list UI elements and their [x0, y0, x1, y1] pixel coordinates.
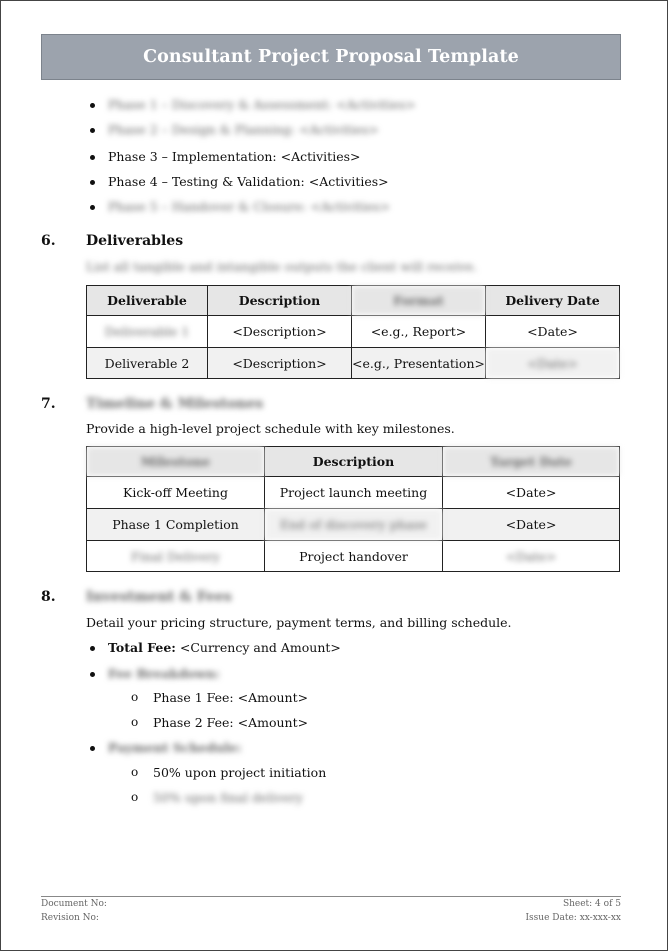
title-bar — [41, 34, 621, 80]
total-fee-value: <Currency and Amount> — [175, 640, 341, 655]
phase-item-1: Phase 1 – Discovery & Assessment: <Activities> — [108, 97, 416, 112]
table-cell: <Date> — [443, 509, 620, 541]
hollow-bullet-icon: o — [131, 765, 139, 779]
total-fee-line — [108, 640, 341, 656]
bullet-icon — [90, 180, 95, 185]
fee-breakdown-label: Fee Breakdown: — [108, 666, 220, 681]
table-header: Target Date — [443, 447, 620, 477]
section-8-number: 8. — [41, 589, 56, 605]
table-cell: <Date> — [443, 541, 620, 572]
phase-item-5: Phase 5 – Handover & Closure: <Activities> — [108, 199, 391, 214]
table-row — [87, 509, 620, 541]
table-cell: End of discovery phase — [265, 509, 443, 541]
section-6-title: Deliverables — [86, 233, 184, 249]
table-header: Delivery Date — [486, 286, 620, 316]
table-header: Format — [352, 286, 486, 316]
bullet-icon — [90, 672, 95, 677]
table-cell: Kick-off Meeting — [87, 477, 265, 509]
hollow-bullet-icon: o — [131, 690, 139, 704]
footer-divider — [41, 896, 621, 897]
table-cell: Deliverable 2 — [87, 348, 208, 379]
table-header: Description — [265, 447, 443, 477]
fee-item-2: Phase 2 Fee: <Amount> — [153, 715, 309, 730]
table-row — [87, 316, 620, 348]
table-cell: <Description> — [208, 316, 352, 348]
table-cell: <Date> — [443, 477, 620, 509]
table-header: Deliverable — [87, 286, 208, 316]
payment-item-1: 50% upon project initiation — [153, 765, 327, 780]
footer-issue-date: Issue Date: xx-xxx-xx — [525, 913, 621, 923]
section-6-intro: List all tangible and intangible outputs the client will receive. — [86, 259, 478, 274]
total-fee-label: Total Fee: — [108, 640, 176, 655]
table-cell: Final Delivery — [87, 541, 265, 572]
section-8-intro: Detail your pricing structure, payment terms, and billing schedule. — [86, 615, 512, 630]
bullet-icon — [90, 746, 95, 751]
table-row — [87, 541, 620, 572]
phase-item-2: Phase 2 – Design & Planning: <Activities> — [108, 122, 379, 137]
document-title: Consultant Project Proposal Template — [143, 47, 519, 67]
payment-schedule-label: Payment Schedule: — [108, 740, 242, 755]
fee-item-1: Phase 1 Fee: <Amount> — [153, 690, 309, 705]
table-header-row — [87, 447, 620, 477]
payment-item-2: 50% upon final delivery — [153, 790, 304, 805]
section-7-number: 7. — [41, 396, 56, 412]
table-cell: <Description> — [208, 348, 352, 379]
table-cell: <e.g., Presentation> — [352, 348, 486, 379]
table-header: Description — [208, 286, 352, 316]
bullet-icon — [90, 103, 95, 108]
table-header-row — [87, 286, 620, 316]
section-6-number: 6. — [41, 233, 56, 249]
section-7-title: Timeline & Milestones — [86, 396, 264, 412]
section-7-intro: Provide a high-level project schedule with key milestones. — [86, 421, 455, 436]
hollow-bullet-icon: o — [131, 790, 139, 804]
hollow-bullet-icon: o — [131, 715, 139, 729]
table-cell: Deliverable 1 — [87, 316, 208, 348]
bullet-icon — [90, 155, 95, 160]
phase-item-3: Phase 3 – Implementation: <Activities> — [108, 149, 361, 164]
footer-document-no: Document No: — [41, 899, 107, 909]
table-cell: Phase 1 Completion — [87, 509, 265, 541]
table-row — [87, 348, 620, 379]
bullet-icon — [90, 646, 95, 651]
table-cell: <Date> — [486, 316, 620, 348]
milestones-table — [86, 446, 620, 572]
bullet-icon — [90, 128, 95, 133]
table-cell: <Date> — [486, 348, 620, 379]
table-cell: <e.g., Report> — [352, 316, 486, 348]
phase-item-4: Phase 4 – Testing & Validation: <Activities> — [108, 174, 389, 189]
bullet-icon — [90, 205, 95, 210]
section-8-title: Investment & Fees — [86, 589, 232, 605]
table-header: Milestone — [87, 447, 265, 477]
table-cell: Project handover — [265, 541, 443, 572]
footer-sheet: Sheet: 4 of 5 — [562, 899, 621, 909]
footer-revision-no: Revision No: — [41, 913, 99, 923]
table-row — [87, 477, 620, 509]
table-cell: Project launch meeting — [265, 477, 443, 509]
deliverables-table — [86, 285, 620, 379]
